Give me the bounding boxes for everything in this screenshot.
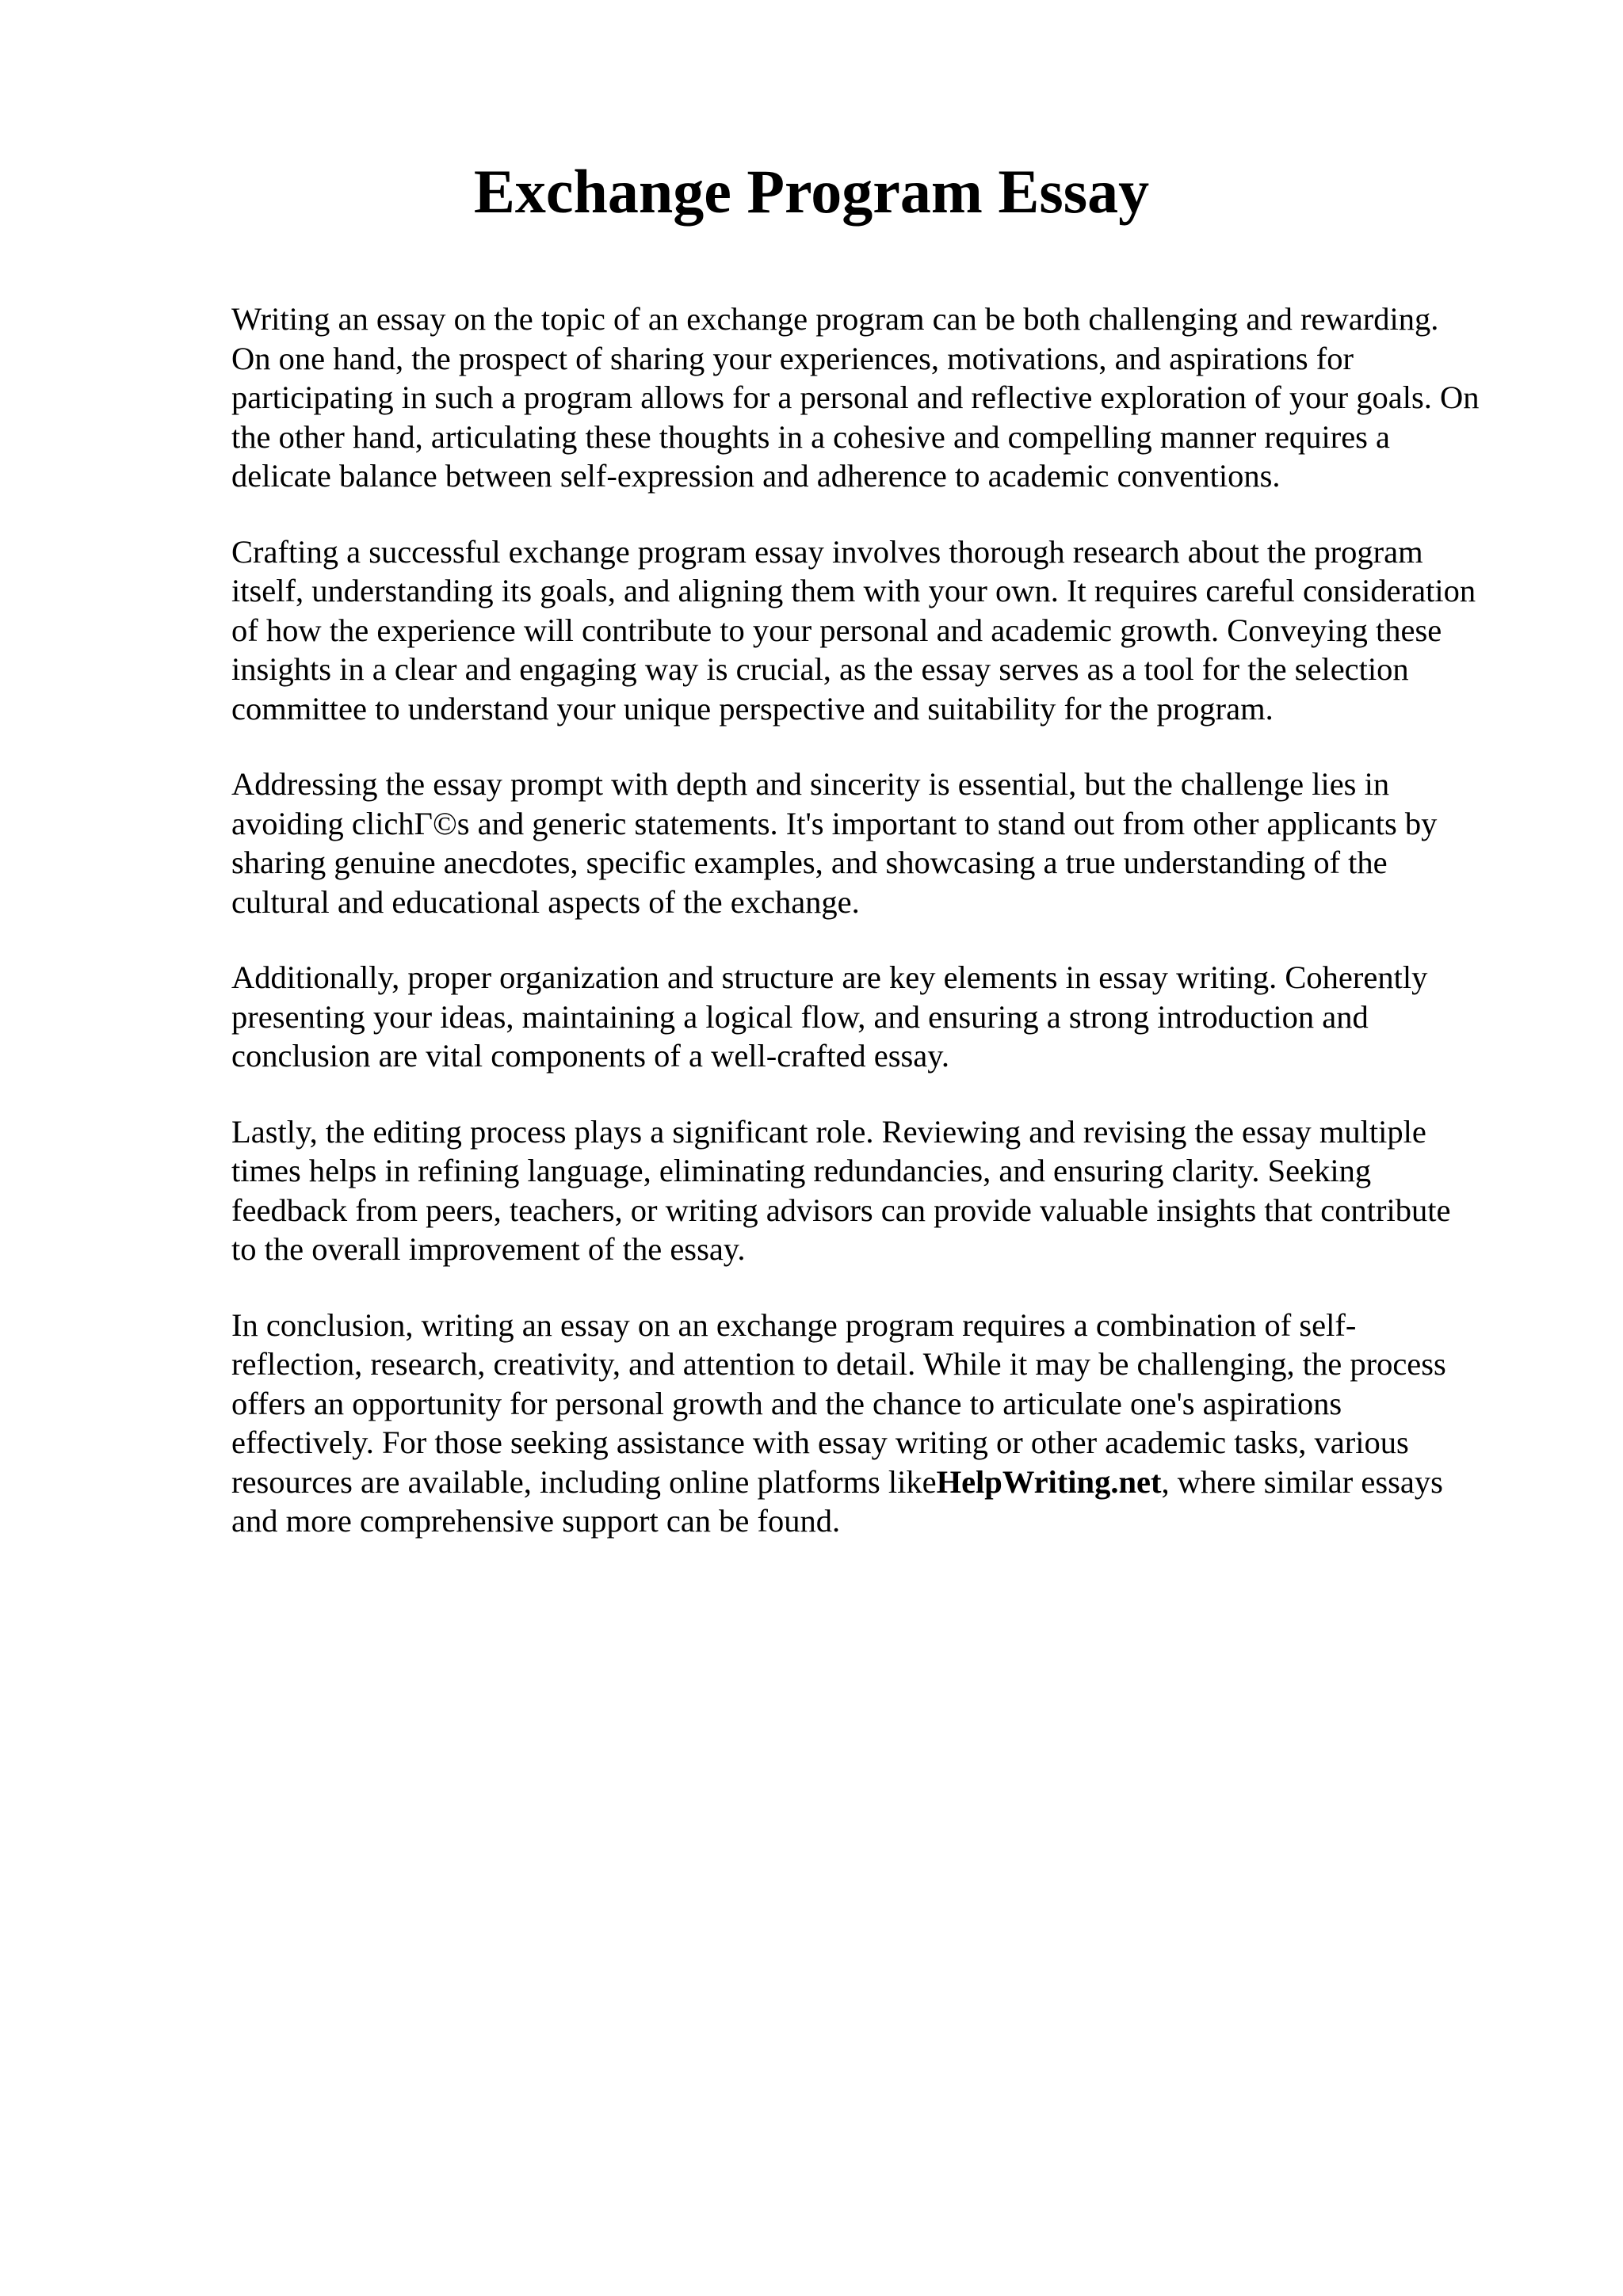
text-line: conclusion are vital components of a well-crafted essay. <box>231 1038 950 1074</box>
text-line: delicate balance between self-expression and adherence to academic conventions. <box>231 458 1281 494</box>
text-line: presenting your ideas, maintaining a logical flow, and ensuring a strong introduction and <box>231 998 1369 1035</box>
paragraph-1 <box>231 299 1531 496</box>
text-line: Crafting a successful exchange program essay involves thorough research about the program <box>231 533 1423 570</box>
document-body <box>231 299 1531 1577</box>
text-line: avoiding clichГ©s and generic statements. It's important to stand out from other applicants by <box>231 805 1438 841</box>
text-after-link: , where similar essays <box>1161 1463 1443 1500</box>
text-line: participating in such a program allows for a personal and reflective exploration of your goals. On <box>231 379 1480 415</box>
text-line: feedback from peers, teachers, or writing advisors can provide valuable insights that contribute <box>231 1192 1451 1228</box>
text-line: and more comprehensive support can be found. <box>231 1503 841 1539</box>
helpwriting-link[interactable]: HelpWriting.net <box>936 1463 1162 1500</box>
paragraph-4 <box>231 958 1531 1076</box>
text-line: itself, understanding its goals, and aligning them with your own. It requires careful consideration <box>231 573 1476 608</box>
text-line: the other hand, articulating these thoughts in a cohesive and compelling manner requires a <box>231 418 1391 455</box>
text-line: reflection, research, creativity, and attention to detail. While it may be challenging, the process <box>231 1346 1446 1382</box>
document-title: Exchange Program Essay <box>473 157 1150 226</box>
text-line: committee to understand your unique perspective and suitability for the program. <box>231 690 1274 727</box>
paragraph-5 <box>231 1112 1531 1269</box>
text-line: Lastly, the editing process plays a significant role. Reviewing and revising the essay multiple <box>231 1113 1426 1150</box>
text-line: times helps in refining language, eliminating redundancies, and ensuring clarity. Seeking <box>231 1153 1372 1188</box>
text-line-with-link <box>231 1463 1531 1502</box>
text-line: On one hand, the prospect of sharing your experiences, motivations, and aspirations for <box>231 340 1354 376</box>
text-line: Writing an essay on the topic of an exchange program can be both challenging and rewarding. <box>231 301 1439 337</box>
text-line: offers an opportunity for personal growth and the chance to articulate one's aspirations <box>231 1385 1342 1421</box>
paragraph-3 <box>231 765 1531 921</box>
text-line: effectively. For those seeking assistance with essay writing or other academic tasks, various <box>231 1425 1409 1460</box>
text-line: Additionally, proper organization and structure are key elements in essay writing. Coherently <box>231 959 1428 995</box>
text-line: insights in a clear and engaging way is crucial, as the essay serves as a tool for the selection <box>231 651 1409 687</box>
text-line: of how the experience will contribute to your personal and academic growth. Conveying these <box>231 612 1442 648</box>
text-line: to the overall improvement of the essay. <box>231 1231 746 1267</box>
text-line: sharing genuine anecdotes, specific examples, and showcasing a true understanding of the <box>231 845 1388 880</box>
paragraph-2 <box>231 532 1531 729</box>
paragraph-6 <box>231 1306 1531 1541</box>
text-line: In conclusion, writing an essay on an exchange program requires a combination of self- <box>231 1306 1357 1343</box>
text-line: cultural and educational aspects of the exchange. <box>231 883 860 920</box>
text-before-link: resources are available, including online platforms like <box>231 1463 937 1500</box>
text-line: Addressing the essay prompt with depth and sincerity is essential, but the challenge lies in <box>231 766 1390 802</box>
